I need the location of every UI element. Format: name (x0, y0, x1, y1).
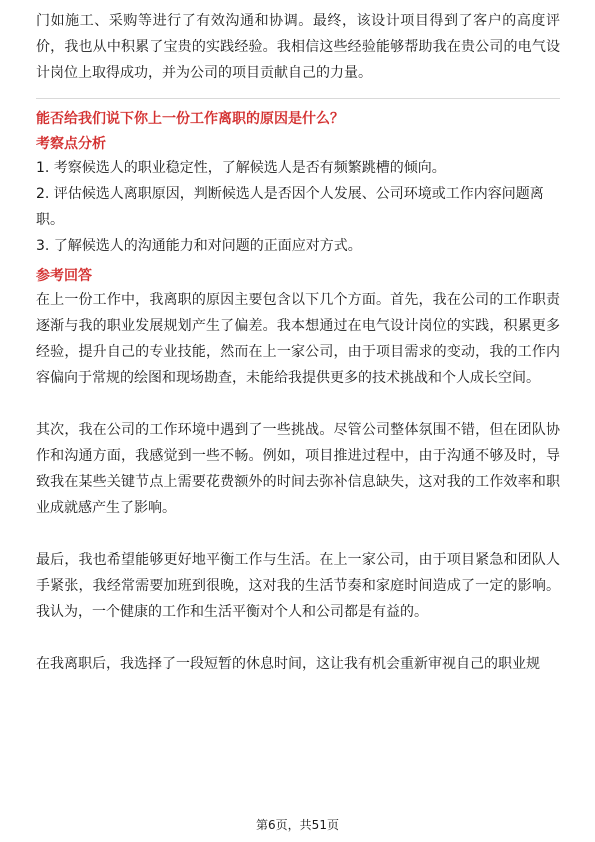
page-content (36, 8, 560, 677)
analysis-heading: 考察点分析 (36, 136, 106, 152)
analysis-item: 2. 评估候选人离职原因，判断候选人是否因个人发展、公司环境或工作内容问题离职。 (36, 186, 544, 228)
paragraph-spacer (36, 521, 560, 547)
paragraph-spacer (36, 391, 560, 417)
question-title: 能否给我们说下你上一份工作离职的原因是什么？ (36, 111, 344, 127)
section-divider (36, 98, 560, 99)
answer-paragraph: 在上一份工作中，我离职的原因主要包含以下几个方面。首先，我在公司的工作职责逐渐与我的职业发展规划产生了偏差。我本想通过在电气设计岗位的实践，积累更多经验，提升自己的专业技能，然而在上一家公司，由于项目需求的变动，我的工作内容偏向于常规的绘图和现场勘查，未能给我提供更多的技术挑战和个人成长空间。 (36, 292, 560, 386)
answer-heading: 参考回答 (36, 268, 92, 284)
intro-paragraph: 门如施工、采购等进行了有效沟通和协调。最终，该设计项目得到了客户的高度评价，我也从中积累了宝贵的实践经验。我相信这些经验能够帮助我在贵公司的电气设计岗位上取得成功，并为公司的项目贡献自己的力量。 (36, 13, 560, 81)
analysis-item: 3. 了解候选人的沟通能力和对问题的正面应对方式。 (36, 238, 362, 254)
answer-paragraph: 最后，我也希望能够更好地平衡工作与生活。在上一家公司，由于项目紧急和团队人手紧张，我经常需要加班到很晚，这对我的生活节奏和家庭时间造成了一定的影响。我认为，一个健康的工作和生活平衡对个人和公司都是有益的。 (36, 552, 560, 620)
analysis-item: 1. 考察候选人的职业稳定性，了解候选人是否有频繁跳槽的倾向。 (36, 160, 446, 176)
answer-paragraph: 在我离职后，我选择了一段短暂的休息时间，这让我有机会重新审视自己的职业规 (36, 656, 540, 672)
paragraph-spacer (36, 625, 560, 651)
answer-paragraph: 其次，我在公司的工作环境中遇到了一些挑战。尽管公司整体氛围不错，但在团队协作和沟通方面，我感觉到一些不畅。例如，项目推进过程中，由于沟通不够及时，导致我在某些关键节点上需要花费额外的时间去弥补信息缺失，这对我的工作效率和职业成就感产生了影响。 (36, 422, 560, 516)
page-footer: 第6页，共51页 (256, 818, 339, 832)
